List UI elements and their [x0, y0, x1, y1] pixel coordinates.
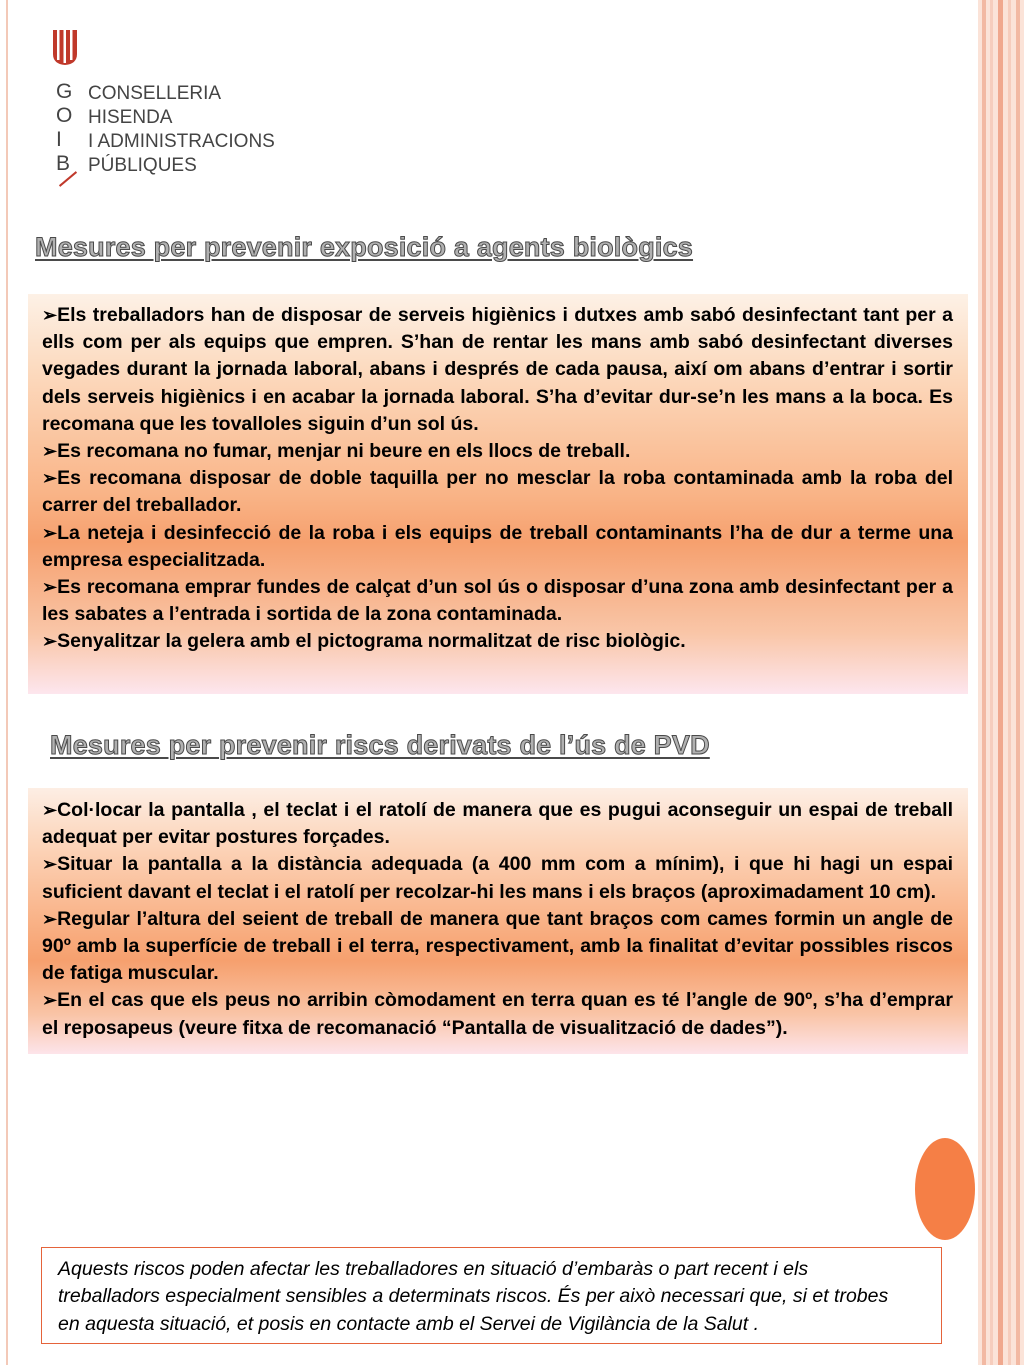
logo-line: I ADMINISTRACIONS [88, 131, 275, 152]
arrow-bullet-icon: ➢ [42, 522, 58, 543]
right-decorative-stripes [978, 0, 1024, 1365]
list-item: ➢Es recomana emprar fundes de calçat d’un sol ús o disposar d’una zona amb desinfectant per a les sabates a l’entrada i sortida de la zona contaminada. [42, 576, 953, 626]
logo-line: HISENDA [88, 107, 173, 128]
list-item: ➢Col·locar la pantalla , el teclat i el ratolí de manera que es pugui aconseguir un espai de treball adequat per evitar postures forçades. [42, 799, 953, 849]
list-item: ➢La neteja i desinfecció de la roba i els equips de treball contaminants l’ha de dur a terme una empresa especialitzada. [42, 521, 953, 571]
logo-line: PÚBLIQUES [88, 155, 197, 176]
section-title-biological: Mesures per prevenir exposició a agents biològics [35, 232, 694, 262]
logo-letter: G [56, 80, 73, 103]
left-border-line [6, 0, 8, 1365]
logo-letters [56, 80, 80, 176]
arrow-bullet-icon: ➢ [42, 800, 58, 820]
arrow-bullet-icon: ➢ [42, 631, 58, 652]
arrow-bullet-icon: ➢ [42, 305, 58, 325]
logo-letter: I [56, 128, 62, 151]
logo-letter: B [56, 152, 71, 175]
list-item: ➢Es recomana no fumar, menjar ni beure en els llocs de treball. [42, 440, 631, 463]
decorative-orange-oval [915, 1138, 975, 1240]
arrow-bullet-icon: ➢ [42, 854, 58, 875]
list-item: ➢Es recomana disposar de doble taquilla per no mesclar la roba contaminada amb la roba del carrer del treballador. [42, 467, 953, 517]
list-item: ➢Senyalitzar la gelera amb el pictograma normalitzat de risc biològic. [42, 630, 686, 653]
list-item: ➢En el cas que els peus no arribin còmodament en terra quan es té l’angle de 90º, s’ha d’emprar el reposapeus (veure fitxa de recomanació “Pantalla de visualització de dades”). [42, 989, 953, 1039]
arrow-bullet-icon: ➢ [42, 908, 58, 929]
coat-of-arms-icon [52, 28, 78, 66]
arrow-bullet-icon: ➢ [42, 468, 58, 489]
arrow-bullet-icon: ➢ [42, 577, 58, 598]
arrow-bullet-icon: ➢ [42, 441, 58, 462]
list-item: ➢Regular l’altura del seient de treball de manera que tant braços com cames formin un angle de 90º amb la superfície de treball i el terra, respectivament, amb la finalitat d’evitar possibles riscos de fatiga muscular. [42, 907, 953, 985]
list-item: ➢Situar la pantalla a la distància adequada (a 400 mm com a mínim), i que hi hagi un espai suficient davant el teclat i el ratolí per recolzar-hi les mans i els braços (aproximadament 10 cm). [42, 853, 953, 903]
section-list-biological [42, 302, 953, 656]
logo-department-name [88, 82, 348, 178]
list-item: ➢Els treballadors han de disposar de serveis higiènics i dutxes amb sabó desinfectant tant per a ells com per als equips que empren. S’han de rentar les mans amb sabó desinfectant diverses vegades durant la jornada laboral, abans i després de cada pausa, així om abans d’entrar i sortir dels serveis higiènics i en acabar la jornada laboral. S’ha d’evitar dur-se’n les mans a la boca. Es recomana que les tovalloles siguin d’un sol ús. [42, 304, 953, 435]
note-text: Aquests riscos poden afectar les treballadores en situació d’embaràs o part recent i els treballadors especialment sensibles a determinats riscos. És per això necessari que, si et trobes en aquesta situació, et posis en contacte amb el Servei de Vigilància de la Salut . [58, 1258, 889, 1335]
logo-line: CONSELLERIA [88, 83, 222, 104]
section-list-pvd [42, 797, 953, 1042]
arrow-bullet-icon: ➢ [42, 990, 58, 1011]
section-title-pvd: Mesures per prevenir riscs derivats de l’ús de PVD [50, 730, 710, 760]
logo-letter: O [56, 104, 73, 127]
